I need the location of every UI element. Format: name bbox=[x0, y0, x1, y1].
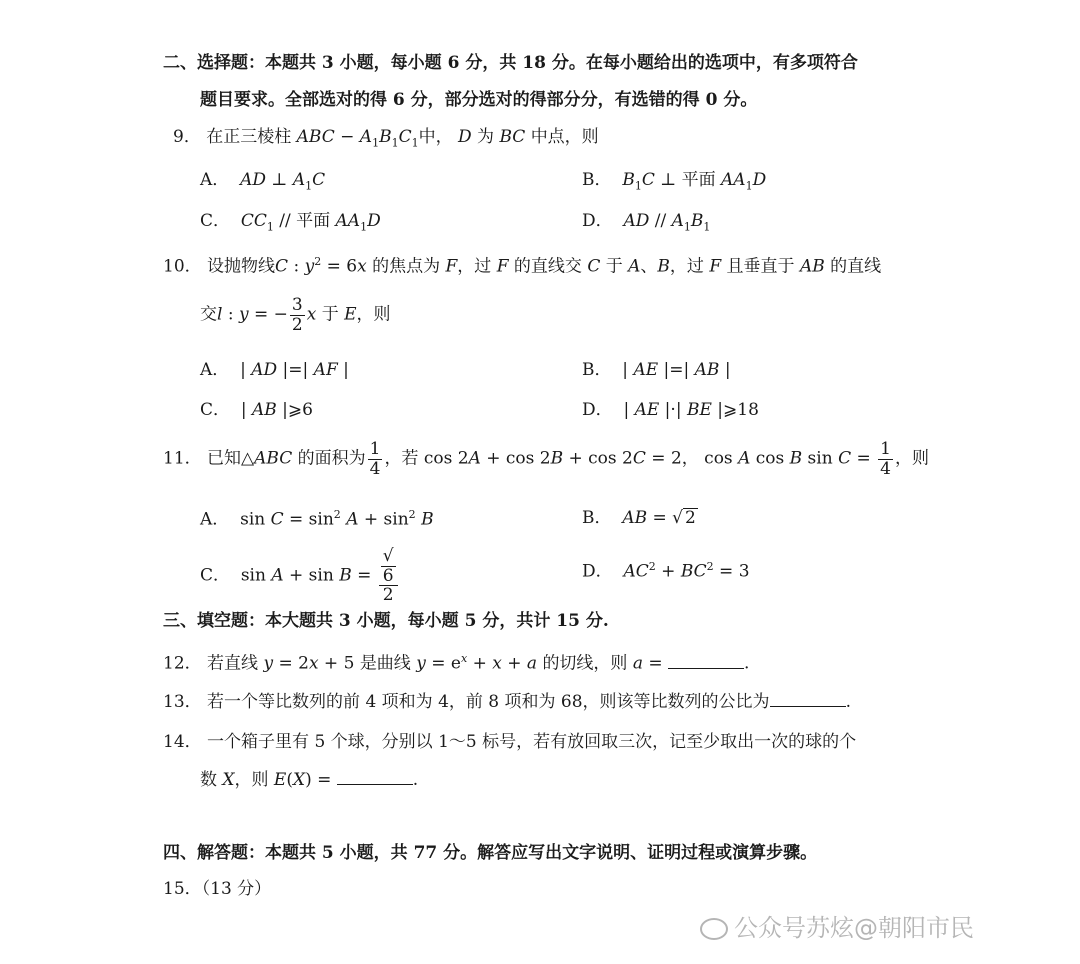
question-14-line1: 14． 一个箱子里有 5 个球，分别以 1～5 标号，若有放回取三次，记至少取出一次的球的个 bbox=[163, 732, 857, 752]
answer-blank-12[interactable] bbox=[668, 654, 744, 669]
question-13-number: 13． bbox=[163, 692, 202, 712]
question-11-option-a: A． $\sin C = \sin^2 A + \sin^2 B$ bbox=[200, 508, 434, 530]
question-12: 12． 若直线 y = 2x + 5 是曲线 $y = e^x + x + a$ 的切线，则 a = . bbox=[163, 652, 750, 674]
watermark: 公众号苏炫@朝阳市民 bbox=[700, 908, 974, 943]
fraction-1-over-4-second: $\frac{1}{4}$ bbox=[880, 439, 891, 479]
question-10-number: 10． bbox=[163, 256, 202, 277]
question-11-option-b: B． AB = √ 2 bbox=[582, 508, 696, 528]
question-13: 13． 若一个等比数列的前 4 项和为 4，前 8 项和为 68，则该等比数列的公比为 . bbox=[163, 692, 851, 712]
section-2-heading-line1: 二、选择题：本题共 3 小题，每小题 6 分，共 18 分。在每小题给出的选项中，有多项符合 bbox=[163, 53, 858, 73]
question-10-option-a: A． | AD |=| AF | bbox=[200, 360, 349, 380]
question-14-number: 14． bbox=[163, 732, 202, 752]
question-10-stem-line2: 交l : y = − $\frac{3}{2}$ x 于 E，则 bbox=[200, 295, 391, 335]
question-12-number: 12． bbox=[163, 653, 202, 674]
section-3-heading: 三、填空题：本大题共 3 小题，每小题 5 分，共计 15 分. bbox=[163, 611, 609, 631]
question-9-option-a: A． AD ⊥ $A_1C$ bbox=[200, 170, 326, 193]
question-9-number: 9． bbox=[173, 127, 201, 147]
fraction-3-over-2: $\frac{3}{2}$ bbox=[291, 295, 303, 335]
question-11-option-d: D． $AC^2 + BC^2 = 3$ bbox=[582, 560, 750, 582]
question-10-stem-line1: 10． 设抛物线C : $y^2 = 6x$ 的焦点为 F，过 F 的直线交 C 于 A、B，过 F 且垂直于 AB 的直线 bbox=[163, 255, 882, 277]
question-10-option-b: B． | AE |=| AB | bbox=[582, 360, 731, 380]
question-11-stem: 11． 已知△ABC 的面积为 $\frac{1}{4}$ ，若 cos 2A + cos 2B + cos 2C = 2， cos A cos B sin C = $\frac{1}{4}$ ，则 bbox=[163, 439, 929, 479]
question-14-line2: 数 X，则 E(X) = . bbox=[200, 770, 419, 790]
fraction-1-over-4: $\frac{1}{4}$ bbox=[369, 439, 381, 479]
question-9-option-c: C． $CC_1$ // 平面 $AA_1D$ bbox=[200, 211, 381, 234]
section-4-heading: 四、解答题：本题共 5 小题，共 77 分。解答应写出文字说明、证明过程或演算步骤。 bbox=[163, 843, 818, 863]
answer-blank-14[interactable] bbox=[337, 770, 413, 785]
answer-blank-13[interactable] bbox=[770, 692, 846, 707]
question-9-stem: 9． 在正三棱柱 ABC − $A_1B_1C_1$中， D 为 BC 中点，则 bbox=[173, 127, 599, 150]
question-15: 15．（13 分） bbox=[163, 879, 272, 899]
question-11-number: 11． bbox=[163, 448, 202, 469]
question-9-option-d: D． AD // $A_1B_1$ bbox=[582, 211, 711, 234]
wechat-icon bbox=[700, 918, 728, 940]
section-2-heading-line2: 题目要求。全部选对的得 6 分，部分选对的得部分分，有选错的得 0 分。 bbox=[200, 90, 758, 110]
question-11-option-c: C． sin A + sin B = √ 6 2 bbox=[200, 547, 400, 605]
question-10-option-c: C． | AB |⩾6 bbox=[200, 400, 313, 420]
question-15-number: 15． bbox=[163, 879, 202, 899]
question-9-option-b: B． $B_1C$ ⊥ 平面 $AA_1D$ bbox=[582, 170, 767, 193]
fraction-sqrt6-over-2: √ 6 2 bbox=[379, 547, 398, 605]
question-10-option-d: D． | AE |·| BE |⩾18 bbox=[582, 400, 759, 420]
